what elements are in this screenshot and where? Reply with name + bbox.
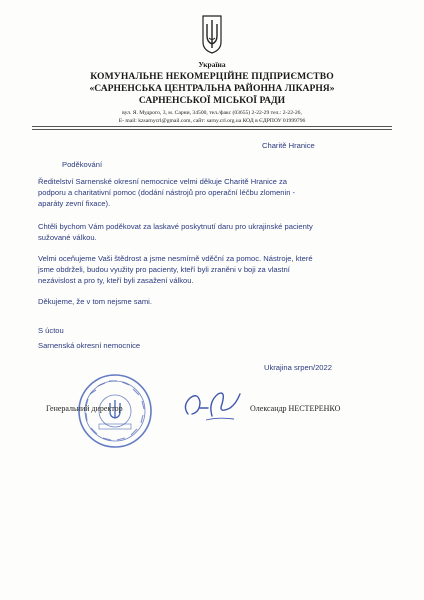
letter-title: Poděkování xyxy=(62,160,103,169)
paragraph-1 xyxy=(38,176,295,209)
trident-icon xyxy=(199,14,225,54)
paragraph-3 xyxy=(38,253,313,286)
signatory-name: Олександр НЕСТЕРЕНКО xyxy=(250,404,341,413)
sender-organization: Sarnenská okresní nemocnice xyxy=(38,341,141,350)
letter-date: Ukrajina srpen/2022 xyxy=(264,363,332,372)
paragraph-line: aparáty zevní fixace). xyxy=(38,199,111,208)
closing-regards: S úctou xyxy=(38,326,64,335)
paragraph-line: Ředitelství Sarnenské okresní nemocnice velmi děkuje Charitě Hranice za xyxy=(38,177,288,186)
header-org-line3: САРНЕНСЬКОЇ МІСЬКОЇ РАДИ xyxy=(138,95,286,106)
paragraph-line: nezávislost a pro ty, kteří byli zasažení válkou. xyxy=(38,276,194,285)
header-divider xyxy=(32,126,392,127)
paragraph-2 xyxy=(38,221,313,243)
paragraph-line: Velmi oceňujeme Vaši štědrost a jsme nesmírně vděční za pomoc. Nástroje, které xyxy=(38,254,313,263)
paragraph-line: jsme obdrželi, budou využity pro pacienty, kteří byli zraněni v boji za vlastní xyxy=(38,265,290,274)
header-divider-thin xyxy=(32,129,392,130)
header-address: вул. Я. Мудрого, 3, м. Сарни, 34500, тел./факс (03655) 2-22-29 тел.: 2-22-26, xyxy=(122,110,302,116)
paragraph-line: podporu a charitativní pomoc (dodání nástrojů pro operační léčbu zlomenin - xyxy=(38,188,296,197)
header-org-line2: «САРНЕНСЬКА ЦЕНТРАЛЬНА РАЙОННА ЛІКАРНЯ» xyxy=(89,83,335,94)
paragraph-line: sužované válkou. xyxy=(38,233,97,242)
signatory-position: Генеральний директор xyxy=(46,404,123,413)
paragraph-4: Děkujeme, že v tom nejsme sami. xyxy=(38,297,152,306)
header-country: Україна xyxy=(198,60,226,69)
recipient: Charitě Hranice xyxy=(262,141,315,150)
header-contacts: E- mail: kzsarnycrl@gmail.com, сайт: sarny.crl.org.ua КОД в ЄДРПОУ 01999796 xyxy=(118,118,306,124)
handwritten-signature-icon xyxy=(178,384,246,426)
header-org-line1: КОМУНАЛЬНЕ НЕКОМЕРЦІЙНЕ ПІДПРИЄМСТВО xyxy=(90,71,334,82)
paragraph-line: Chtěli bychom Vám poděkovat za laskavé poskytnutí daru pro ukrajinské pacienty xyxy=(38,222,313,231)
